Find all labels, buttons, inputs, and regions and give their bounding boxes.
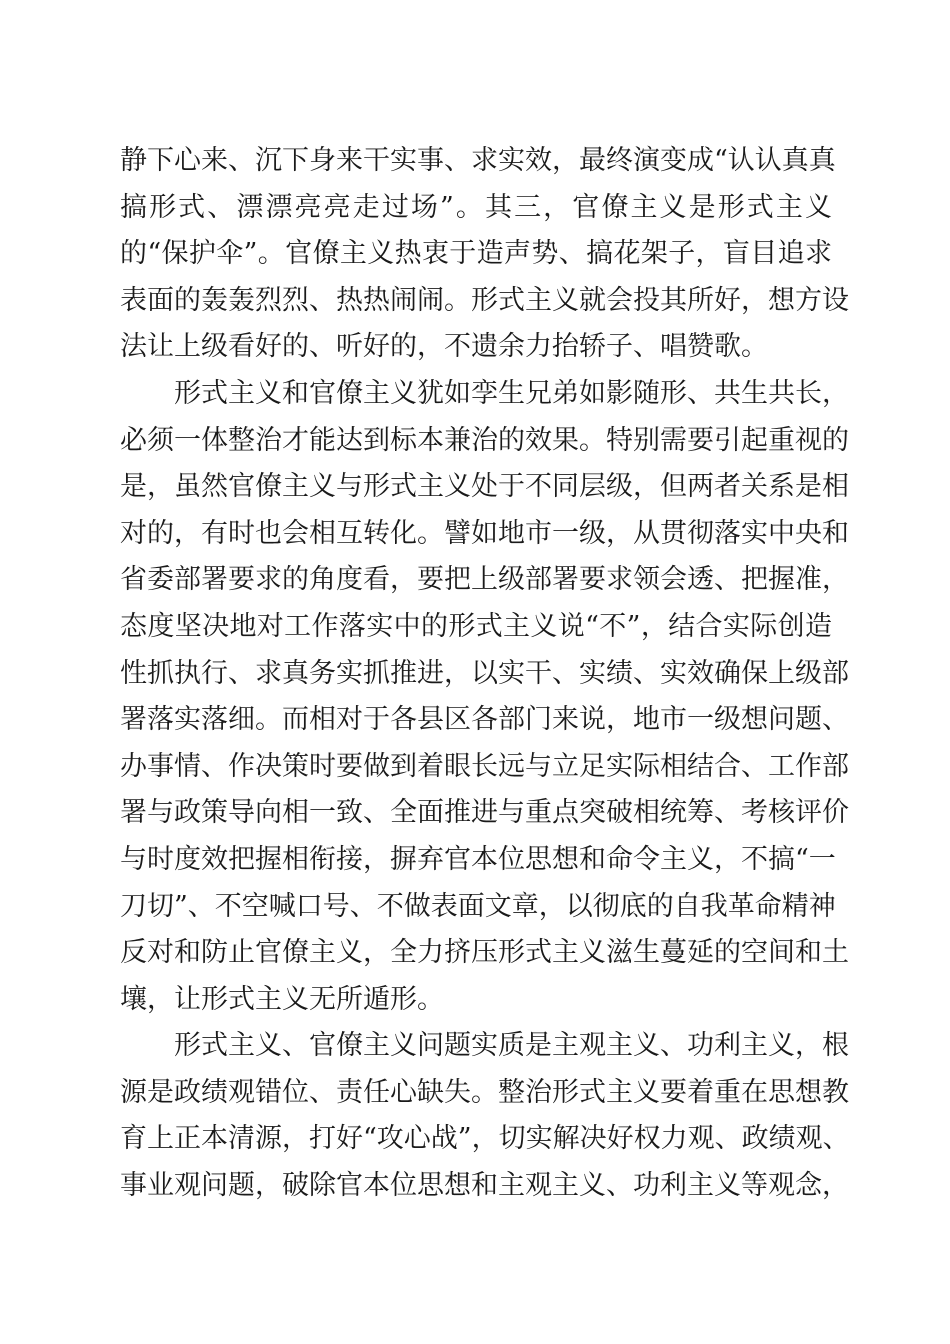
- text-line: 必须一体整治才能达到标本兼治的效果。特别需要引起重视的: [120, 424, 849, 456]
- text-line: 署与政策导向相一致、全面推进与重点突破相统筹、考核评价: [120, 797, 849, 829]
- document-body: [120, 138, 850, 1210]
- text-line: 搞形式、漂漂亮亮走过场”。其三，官僚主义是形式主义: [120, 191, 832, 223]
- text-line: 法让上级看好的、听好的，不遗余力抬轿子、唱赞歌。: [120, 331, 768, 363]
- paragraph-first-line: 形式主义、官僚主义问题实质是主观主义、功利主义，根: [174, 1030, 849, 1062]
- text-line: 表面的轰轰烈烈、热热闹闹。形式主义就会投其所好，想方设: [120, 284, 849, 316]
- text-line: 署落实落细。而相对于各县区各部门来说，地市一级想问题、: [120, 704, 849, 736]
- text-line: 事业观问题，破除官本位思想和主观主义、功利主义等观念，: [120, 1170, 849, 1202]
- text-line: 是，虽然官僚主义与形式主义处于不同层级，但两者关系是相: [120, 471, 849, 503]
- text-line: 育上正本清源，打好“攻心战”，切实解决好权力观、政绩观、: [120, 1123, 850, 1155]
- text-line: 反对和防止官僚主义，全力挤压形式主义滋生蔓延的空间和土: [120, 937, 849, 969]
- text-line: 源是政绩观错位、责任心缺失。整治形式主义要着重在思想教: [120, 1076, 849, 1108]
- paragraph-first-line: 形式主义和官僚主义犹如孪生兄弟如影随形、共生共长，: [174, 377, 849, 409]
- text-line: 性抓执行、求真务实抓推进，以实干、实绩、实效确保上级部: [120, 657, 849, 689]
- text-line: 静下心来、沉下身来干实事、求实效，最终演变成“认认真真: [120, 145, 836, 176]
- text-line: 办事情、作决策时要做到着眼长远与立足实际相结合、工作部: [120, 750, 849, 782]
- text-line: 壤，让形式主义无所遁形。: [120, 983, 444, 1015]
- text-line: 省委部署要求的角度看，要把上级部署要求领会透、把握准，: [120, 564, 849, 596]
- text-line: 态度坚决地对工作落实中的形式主义说“不”，结合实际创造: [120, 610, 832, 642]
- text-line: 与时度效把握相衔接，摒弃官本位思想和命令主义，不搞“一: [120, 843, 836, 875]
- text-line: 对的，有时也会相互转化。譬如地市一级，从贯彻落实中央和: [120, 517, 849, 549]
- text-line: 刀切”、不空喊口号、不做表面文章，以彻底的自我革命精神: [120, 890, 836, 922]
- text-line: 的“保护伞”。官僚主义热衷于造声势、搞花架子，盲目追求: [120, 238, 832, 270]
